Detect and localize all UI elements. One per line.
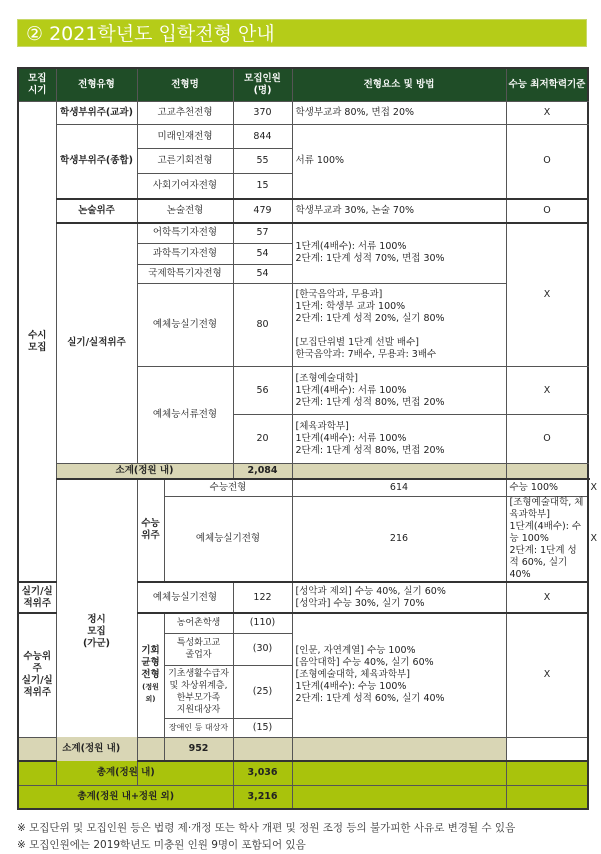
- count-cell: (15): [233, 718, 292, 737]
- table-row: 예체능실기전형 216 [조형예술대학, 체육과학부] 1단계(4배수): 수능 100% 2단계: 1단계 성적 60%, 실기 40% X: [18, 497, 588, 583]
- name-cell: 수능전형: [164, 479, 292, 497]
- count-cell: (30): [233, 633, 292, 665]
- method-cell: [조형예술대학] 1단계(4배수): 서류 100% 2단계: 1단계 성적 80%, 면접 20%: [292, 367, 506, 415]
- group-cell: [137, 613, 164, 737]
- method-cell: 수능 100%: [506, 479, 588, 497]
- minimum-cell: X: [506, 367, 588, 415]
- subtotal-row: [18, 464, 588, 479]
- period-jeongsi: 정시 모집 (가군): [56, 479, 137, 786]
- count-cell: 56: [233, 367, 292, 415]
- minimum-cell: O: [506, 415, 588, 464]
- name-cell: 과학특기자전형: [137, 244, 233, 265]
- count-cell: 479: [233, 199, 292, 223]
- type-cell: 학생부위주(종합): [56, 125, 137, 199]
- name-cell: 어학특기자전형: [137, 223, 233, 244]
- name-cell: 장애인 등 대상자: [164, 718, 233, 737]
- total-row: [18, 761, 588, 785]
- name-cell: 특성화고교 졸업자: [164, 633, 233, 665]
- method-cell: [조형예술대학, 체육과학부] 1단계(4배수): 수능 100% 2단계: 1단계 성적 60%, 실기 40%: [506, 497, 588, 583]
- name-cell: 기초생활수급자 및 차상위계층, 한부모가족 지원대상자: [164, 665, 233, 718]
- count-cell: (110): [233, 613, 292, 633]
- table-row: [18, 223, 588, 244]
- count-cell: 614: [292, 479, 506, 497]
- group-note: (정원외): [142, 683, 159, 704]
- header-type: 전형유형: [56, 68, 137, 102]
- name-cell: 고른기회전형: [137, 149, 233, 174]
- method-cell: [성악과 제외] 수능 40%, 실기 60% [성악과] 수능 30%, 실기 70%: [292, 582, 506, 613]
- name-cell: 예체능서류전형: [137, 367, 233, 464]
- method-cell: [인문, 자연계열] 수능 100% [음악대학] 수능 40%, 실기 60% [조형예술대학, 체육과학부] 1단계(4배수): 수능 100% 2단계: 1단계 성적 60%, 실기 40%: [292, 613, 506, 737]
- type-cell: 실기/실적위주: [56, 223, 137, 464]
- subtotal-label: 소계(정원 내): [18, 737, 164, 761]
- method-cell: 1단계(4배수): 서류 100% 2단계: 1단계 성적 70%, 면접 30%: [292, 223, 506, 284]
- method-cell: 서류 100%: [292, 125, 506, 199]
- table-row: 정시 모집 (가군) 수능위주 수능전형 614 수능 100% X: [18, 479, 588, 497]
- minimum-cell: X: [506, 102, 588, 125]
- footnotes: [17, 820, 515, 854]
- count-cell: 54: [233, 265, 292, 284]
- method-cell: [한국음악과, 무용과] 1단계: 학생부 교과 100% 2단계: 1단계 성적 20%, 실기 80% [모집단위별 1단계 선발 배수] 한국음악과: 7배수, 무용과: 3배수: [292, 284, 506, 367]
- method-cell: [체육과학부] 1단계(4배수): 서류 100% 2단계: 1단계 성적 80%, 면접 20%: [292, 415, 506, 464]
- header-period: 모집 시기: [18, 68, 56, 102]
- count-cell: 370: [233, 102, 292, 125]
- total-row: [18, 785, 588, 809]
- minimum-cell: O: [506, 125, 588, 199]
- count-cell: 844: [233, 125, 292, 149]
- admission-table: [17, 67, 598, 810]
- type-cell: 수능위주: [137, 479, 164, 583]
- count-cell: 15: [233, 174, 292, 199]
- table-row: [18, 125, 588, 149]
- name-cell: 국제학특기자전형: [137, 265, 233, 284]
- page-title: ② 2021학년도 입학전형 안내: [17, 19, 587, 47]
- count-cell: 80: [233, 284, 292, 367]
- group-label: 기회 균형 전형: [141, 645, 160, 681]
- table-row: [18, 199, 588, 223]
- type-cell: 수능위주 실기/실적위주: [18, 613, 56, 737]
- total-label: 총계(정원 내): [18, 761, 233, 785]
- name-cell: 고교추천전형: [137, 102, 233, 125]
- method-cell: 학생부교과 80%, 면접 20%: [292, 102, 506, 125]
- header-name: 전형명: [137, 68, 233, 102]
- method-cell: 학생부교과 30%, 논술 70%: [292, 199, 506, 223]
- table-row: [18, 102, 588, 125]
- type-cell: 논술위주: [56, 199, 137, 223]
- name-cell: 미래인재전형: [137, 125, 233, 149]
- total-value: 3,216: [233, 785, 292, 809]
- count-cell: 57: [233, 223, 292, 244]
- name-cell: 예체능실기전형: [137, 582, 233, 613]
- count-cell: 20: [233, 415, 292, 464]
- name-cell: 예체능실기전형: [137, 284, 233, 367]
- table-header: [18, 68, 588, 102]
- period-susi: 수시 모집: [18, 102, 56, 583]
- header-count: 모집인원 (명): [233, 68, 292, 102]
- minimum-cell: X: [506, 582, 588, 613]
- type-cell: 학생부위주(교과): [56, 102, 137, 125]
- subtotal-value: 952: [164, 737, 233, 761]
- count-cell: 216: [292, 497, 506, 583]
- header-method: 전형요소 및 방법: [292, 68, 506, 102]
- minimum-cell: O: [506, 199, 588, 223]
- header-minimum: 수능 최저학력기준: [506, 68, 588, 102]
- name-cell: 사회기여자전형: [137, 174, 233, 199]
- total-label: 총계(정원 내+정원 외): [18, 785, 233, 809]
- subtotal-value: 2,084: [233, 464, 292, 479]
- footnote: ※ 모집인원에는 2019학년도 미충원 인원 9명이 포함되어 있음: [17, 839, 306, 851]
- name-cell: 농어촌학생: [164, 613, 233, 633]
- total-value: 3,036: [233, 761, 292, 785]
- subtotal-row: [18, 737, 588, 761]
- minimum-cell: X: [506, 223, 588, 367]
- subtotal-label: 소계(정원 내): [56, 464, 233, 479]
- minimum-cell: X: [506, 613, 588, 737]
- count-cell: 54: [233, 244, 292, 265]
- footnote: ※ 모집단위 및 모집인원 등은 법령 제·개정 또는 학사 개편 및 정원 조정 등의 불가피한 사유로 변경될 수 있음: [17, 822, 516, 834]
- name-cell: 논술전형: [137, 199, 233, 223]
- count-cell: 122: [233, 582, 292, 613]
- count-cell: 55: [233, 149, 292, 174]
- count-cell: (25): [233, 665, 292, 718]
- type-cell: 실기/실적위주: [18, 582, 56, 613]
- name-cell: 예체능실기전형: [164, 497, 292, 583]
